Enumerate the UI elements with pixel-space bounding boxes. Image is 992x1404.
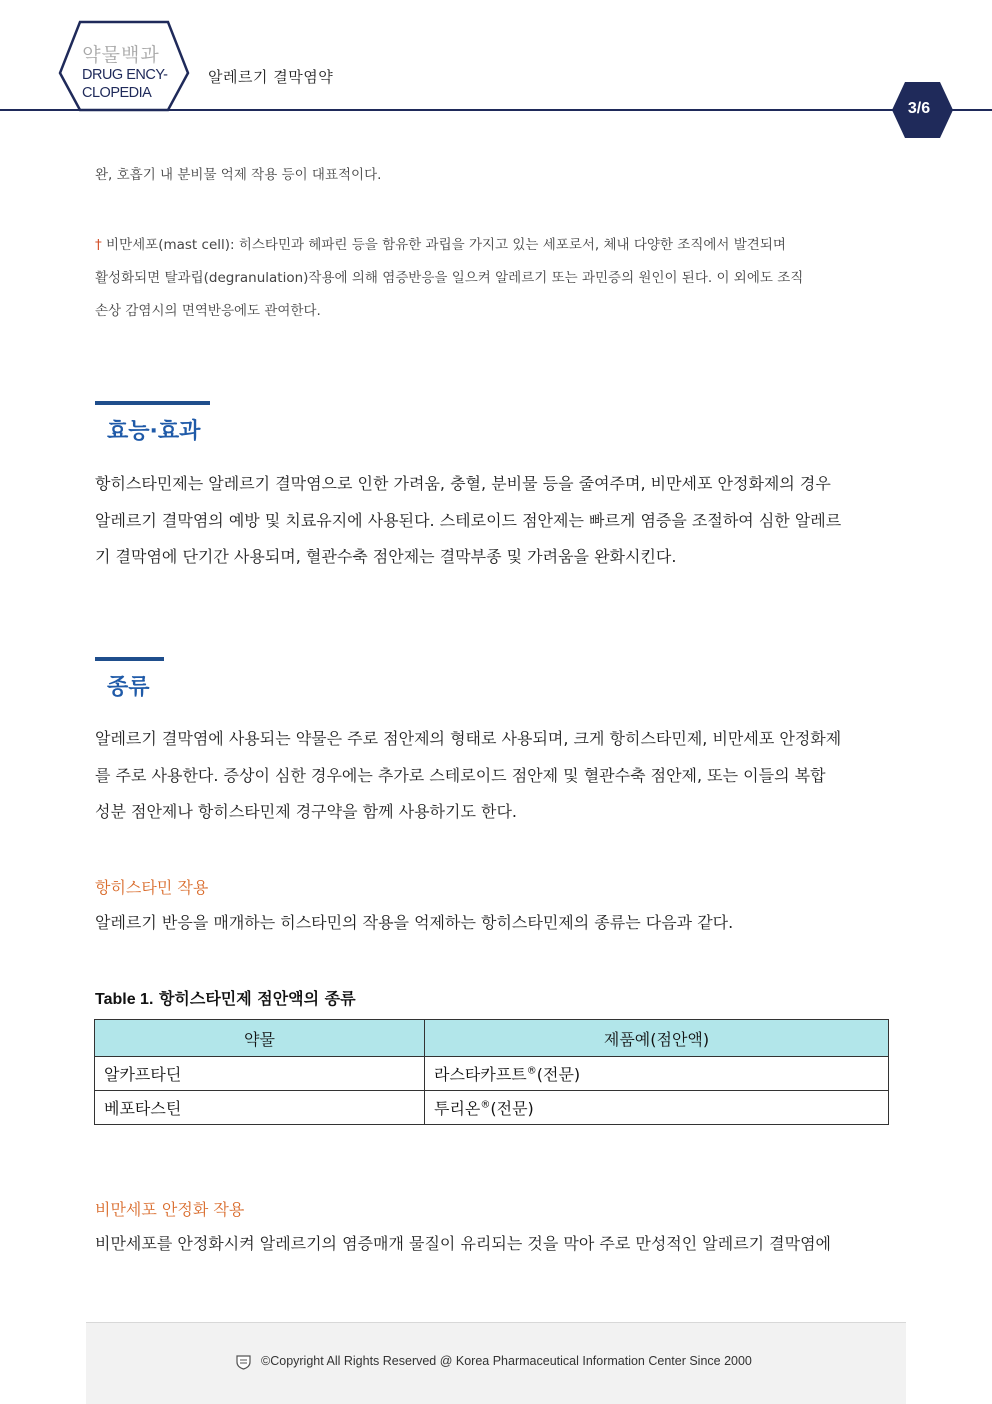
- types-paragraph: [95, 721, 897, 831]
- antihistamine-text: 알레르기 반응을 매개하는 히스타민의 작용을 억제하는 항히스타민제의 종류는 다음과 같다.: [95, 913, 734, 932]
- table-header-row: [95, 1020, 889, 1057]
- mast-cell-text: 비만세포를 안정화시켜 알레르기의 염증매개 물질이 유리되는 것을 막아 주로 만성적인 알레르기 결막염에: [95, 1234, 832, 1253]
- section-title-types: 종류: [107, 675, 150, 700]
- table-cell-drug: 베포타스틴: [95, 1091, 425, 1125]
- registered-mark: ®: [526, 1065, 537, 1077]
- subtitle-antihistamine: 항히스타민 작용: [95, 878, 209, 897]
- table-caption-title: 항히스타민제 점안액의 종류: [158, 989, 356, 1008]
- product-note: (전문): [536, 1065, 581, 1084]
- logo-english: [82, 66, 182, 102]
- footnote-line-2: 활성화되면 탈과립(degranulation)작용에 의해 염증반응을 일으켜 알레르기 또는 과민증의 원인이 된다. 이 외에도 조직: [95, 270, 804, 286]
- footnote-line-1: [95, 229, 897, 262]
- product-name: 투리온: [434, 1099, 481, 1118]
- table-caption: [95, 986, 356, 1009]
- efficacy-line-1: 항히스타민제는 알레르기 결막염으로 인한 가려움, 충혈, 분비물 등을 줄여주며, 비만세포 안정화제의 경우: [95, 474, 831, 493]
- logo-english-line2: CLOPEDIA: [82, 85, 152, 101]
- table-header-drug: 약물: [95, 1020, 425, 1057]
- product-name: 라스타카프트: [434, 1065, 527, 1084]
- types-line-2: 를 주로 사용한다. 증상이 심한 경우에는 추가로 스테로이드 점안제 및 혈관수축 점안제, 또는 이들의 복합: [95, 765, 826, 785]
- table-header-product: 제품예(점안액): [425, 1020, 889, 1057]
- registered-mark: ®: [480, 1099, 491, 1111]
- efficacy-line-3: 기 결막염에 단기간 사용되며, 혈관수축 점안제는 결막부종 및 가려움을 완화시킨다.: [95, 547, 677, 566]
- table-row: [95, 1057, 889, 1091]
- table-cell-product: [425, 1091, 889, 1125]
- dagger-mark: †: [95, 237, 102, 253]
- table-cell-drug: 알카프타딘: [95, 1057, 425, 1091]
- table-caption-number: Table 1.: [95, 991, 154, 1008]
- shield-logo-icon: [236, 1354, 251, 1370]
- section-bar-efficacy: [95, 401, 210, 405]
- table-row: [95, 1091, 889, 1125]
- logo-english-line1: DRUG ENCY-: [82, 67, 168, 83]
- efficacy-paragraph: [95, 466, 897, 576]
- product-note: (전문): [490, 1099, 534, 1118]
- section-title-efficacy: 효능·효과: [107, 419, 201, 444]
- continuation-text: 완, 호흡기 내 분비물 억제 작용 등이 대표적이다.: [95, 167, 382, 183]
- section-bar-types: [95, 657, 164, 661]
- footnote-line-1-text: 비만세포(mast cell): 히스타민과 헤파린 등을 함유한 과립을 가지고 있는 세포로서, 체내 다양한 조직에서 발견되며: [106, 237, 786, 253]
- footnote-line-3: 손상 감염시의 면역반응에도 관여한다.: [95, 303, 321, 319]
- types-line-3: 성분 점안제나 항히스타민제 경구약을 함께 사용하기도 한다.: [95, 802, 518, 821]
- subtitle-mast-cell: 비만세포 안정화 작용: [95, 1200, 245, 1219]
- efficacy-line-2: 알레르기 결막염의 예방 및 치료유지에 사용된다. 스테로이드 점안제는 빠르게 염증을 조절하여 심한 알레르: [95, 510, 842, 530]
- document-title: 알레르기 결막염약: [208, 68, 334, 86]
- page-number: 3/6: [907, 100, 931, 117]
- antihistamine-table: [94, 1019, 889, 1125]
- types-line-1: 알레르기 결막염에 사용되는 약물은 주로 점안제의 형태로 사용되며, 크게 항히스타민제, 비만세포 안정화제: [95, 729, 842, 748]
- logo-korean: 약물백과: [82, 44, 160, 66]
- copyright-text: ©Copyright All Rights Reserved @ Korea Pharmaceutical Information Center Since 2000: [261, 1354, 752, 1368]
- table-cell-product: [425, 1057, 889, 1091]
- footnote: [95, 229, 897, 328]
